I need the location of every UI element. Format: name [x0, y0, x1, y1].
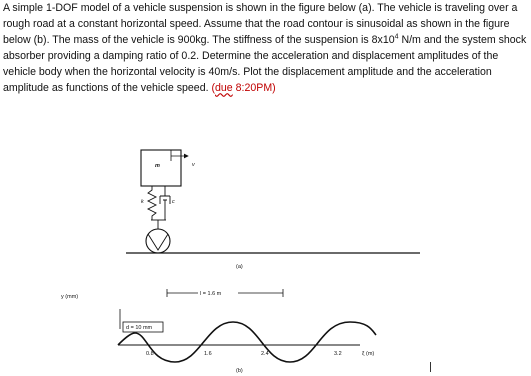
caption-a: (a) — [236, 264, 243, 270]
spring — [148, 186, 156, 220]
due-time: 8:20PM) — [232, 82, 276, 95]
caption-b: (b) — [236, 368, 243, 374]
y-axis-label: y (mm) — [61, 294, 79, 300]
x-axis-label: ξ (m) — [362, 351, 375, 357]
mass-label: m — [155, 163, 160, 169]
due-word: due — [215, 82, 233, 95]
due-open-paren: ( — [211, 82, 216, 95]
x-tick-3.2: 3.2 — [334, 351, 342, 357]
damper-label: c — [172, 199, 175, 205]
exponent: 4 — [394, 33, 399, 41]
problem-text-continued: N/m and the system shock absorber providing a damping ratio of 0.2. Determine the acceleration and displacement amplitudes of the vehicle body when the horizontal velocity is 40m/s. Plot the displacement amplitude and the acceleration amplitude as functions of the vehicle speed. — [3, 34, 527, 95]
mass-block — [141, 150, 181, 186]
damper — [160, 186, 170, 220]
amplitude-label: d = 10 mm — [126, 325, 153, 331]
figure-a — [126, 150, 420, 270]
wavelength-label: l = 1.6 m — [200, 291, 222, 297]
spring-label: k — [141, 199, 144, 205]
text-cursor — [430, 362, 431, 372]
x-tick-0.8: 0.8 — [146, 351, 154, 357]
problem-text: A simple 1-DOF model of a vehicle suspension is shown in the figure below (a). The vehicle is traveling over a rough road at a constant horizontal speed. Assume that the road contour is sinusoidal as shown in the figure below (b). The mass of the vehicle is 900kg. The stiffness of the suspension is 8x10 — [3, 2, 518, 47]
figure-b — [61, 289, 376, 374]
x-tick-1.6: 1.6 — [204, 351, 212, 357]
velocity-label: v — [192, 162, 195, 168]
x-tick-2.4: 2.4 — [261, 351, 269, 357]
